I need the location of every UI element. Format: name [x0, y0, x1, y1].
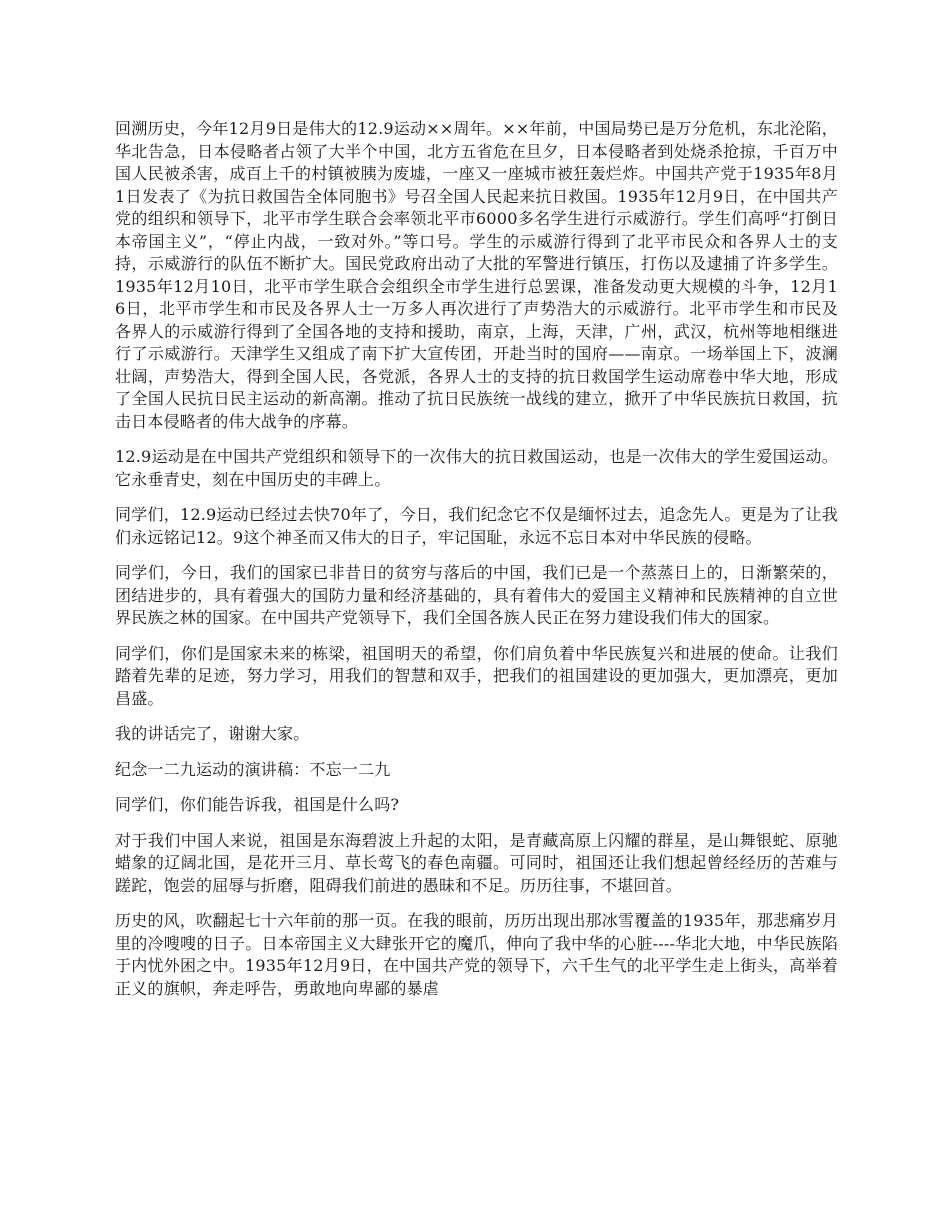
section-title: 纪念一二九运动的演讲稿：不忘一二九 — [115, 759, 391, 779]
paragraph-nation-today: 同学们，今日，我们的国家已非昔日的贫穷与落后的中国，我们已是一个蒸蒸日上的，日渐繁荣的，团结进步的，具有着强大的国防力量和经济基础的，具有着伟大的爱国主义精神和民族精神的自立世界民族之林的国家。在中国共产党领导下，我们全国各族人民正在努力建设我们伟大的国家。 — [115, 563, 838, 627]
paragraph-question: 同学们，你们能告诉我，祖国是什么吗? — [115, 795, 400, 814]
paragraph-history-review: 回溯历史，今年12月9日是伟大的12.9运动××周年。××年前，中国局势已是万分危机，东北沦陷，华北告急，日本侵略者占领了大半个中国，北方五省危在旦夕，日本侵略者到处烧杀抢掠，千百万中国人民被杀害，成百上千的村镇被胰为废墟，一座又一座城市被狂轰烂炸。中国共产党于1935年8月1日发表了《为抗日救国告全体同胞书》号召全国人民起来抗日救国。1935年12月9日，在中国共产党的组织和领导下，北平市学生联合会率领北平市6000多名学生进行示威游行。学生们高呼“打倒日本帝国主义”，“停止内战，一致对外。”等口号。学生的示威游行得到了北平市民众和各界人士的支持，示威游行的队伍不断扩大。国民党政府出动了大批的军警进行镇压，打伤以及逮捕了许多学生。1935年12月10日，北平市学生联合会组织全市学生进行总罢课，准备发动更大规模的斗争，12月16日，北平市学生和市民及各界人士一万多人再次进行了声势浩大的示威游行。北平市学生和市民及各界人的示威游行得到了全国各地的支持和援助，南京，上海，天津，广州，武汉，杭州等地相继进行了示威游行。天津学生又组成了南下扩大宣传团，开赴当时的国府——南京。一场举国上下，波澜壮阔，声势浩大，得到全国人民，各党派，各界人士的支持的抗日救国学生运动席卷中华大地，形成了全国人民抗日民主运动的新高潮。推动了抗日民族统一战线的建立，掀开了中华民族抗日救国，抗击日本侵略者的伟大战争的序幕。 — [115, 119, 838, 431]
paragraph-future-pillars: 同学们，你们是国家未来的栋梁，祖国明天的希望，你们肩负着中华民族复兴和进展的使命。让我们踏着先辈的足迹，努力学习，用我们的智慧和双手，把我们的祖国建设的更加强大，更加漂亮，更加昌盛。 — [115, 643, 838, 708]
document-body — [115, 118, 838, 1218]
paragraph-remember: 同学们，12.9运动已经过去快70年了，今日，我们纪念它不仅是缅怀过去，追念先人。更是为了让我们永远铭记12。9这个神圣而又伟大的日子，牢记国耻，永远不忘日本对中华民族的侵略。 — [115, 505, 838, 547]
paragraph-movement-significance: 12.9运动是在中国共产党组织和领导下的一次伟大的抗日救国运动，也是一次伟大的学生爱国运动。它永垂青史，刻在中国历史的丰碑上。 — [115, 447, 838, 489]
paragraph-history-wind: 历史的风，吹翻起七十六年前的那一页。在我的眼前，历历出现出那冰雪覆盖的1935年，那悲痛岁月里的冷嗖嗖的日子。日本帝国主义大肆张开它的魔爪，伸向了我中华的心脏----华北大地，中华民族陷于内忧外困之中。1935年12月9日，在中国共产党的领导下，六千生气的北平学生走上街头，高举着正义的旗帜，奔走呼告，勇敢地向卑鄙的暴虐 — [115, 911, 838, 998]
paragraph-motherland: 对于我们中国人来说，祖国是东海碧波上升起的太阳，是青藏高原上闪耀的群星，是山舞银蛇、原驰蜡象的辽阔北国，是花开三月、草长莺飞的春色南疆。可同时，祖国还让我们想起曾经经历的苦难与蹉跎，饱尝的屈辱与折磨，阻碍我们前进的愚昧和不足。历历往事，不堪回首。 — [115, 830, 838, 895]
paragraph-closing: 我的讲话完了，谢谢大家。 — [115, 724, 310, 743]
